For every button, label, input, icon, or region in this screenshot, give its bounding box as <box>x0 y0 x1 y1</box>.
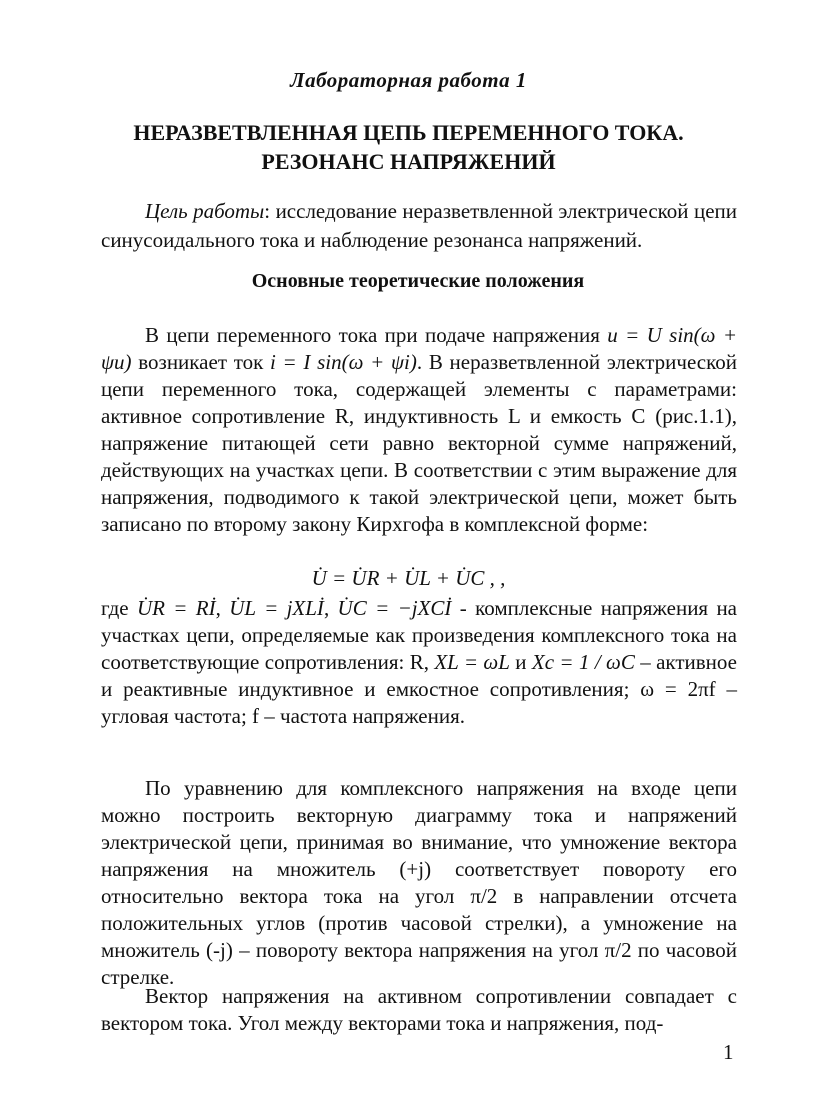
where-word: где <box>101 596 137 620</box>
para1-text-2: возникает ток <box>131 350 270 374</box>
title-line-2: РЕЗОНАНС НАПРЯЖЕНИЙ <box>261 149 556 174</box>
goal-text: : исследование неразветвленной электрической цепи синусоидального тока и наблюдение резонанса напряжений. <box>101 199 738 252</box>
formula-xl: XL = ωL <box>434 650 510 674</box>
theory-paragraph-3: По уравнению для комплексного напряжения на входе цепи можно построить векторную диаграмму тока и напряжений электрической цепи, принимая во внимание, что умножение вектора напряжения на множитель (+j) соответствует повороту его относительно вектора тока на угол π/2 в направлении отсчета положительных углов (против часовой стрелки), а умножение на множитель (-j) – повороту вектора напряжения на угол π/2 по часовой стрелке. <box>101 776 737 989</box>
formula-voltage: u = U sin(ω + ψu) <box>101 323 737 374</box>
section-heading: Основные теоретические положения <box>251 270 585 292</box>
goal-paragraph <box>101 197 737 255</box>
page-number: 1 <box>723 1040 734 1064</box>
para2-text-1: - комплексные напряжения на участках цепи, определяемые как произведения комплексного тока на соответствующие сопротивления: R, <box>101 596 738 674</box>
formula-current: i = I sin(ω + ψi) <box>270 350 417 374</box>
goal-label: Цель работы <box>145 199 265 223</box>
para2-and: и <box>509 650 527 674</box>
main-title <box>0 118 817 176</box>
formula-uc: U̇C = −jXCİ <box>337 596 452 620</box>
theory-paragraph-4: Вектор напряжения на активном сопротивлении совпадает с вектором тока. Угол между векторами тока и напряжения, под- <box>101 984 737 1035</box>
kirchhoff-equation: U̇ = U̇R + U̇L + U̇C , , <box>311 566 506 590</box>
theory-paragraph-1 <box>101 322 737 538</box>
lab-title: Лабораторная работа 1 <box>290 68 527 92</box>
formula-ul: U̇L = jXLİ <box>229 596 324 620</box>
theory-paragraph-2: где U̇R = Rİ, U̇L = jXLİ, U̇C = −jXCİ - комплексные напряжения на участках цепи, определяемые как произведения комплексного тока на соответствующие сопротивления: R, XL = ωL и Xc = 1 / ωC – активное и реактивные индуктивное и емкостное сопротивления; ω = 2πf – угловая частота; f – частота напряжения. <box>101 596 738 728</box>
para1-intro: В цепи переменного тока при подаче напряжения <box>145 323 600 347</box>
para1-body: . В неразветвленной электрической цепи переменного тока, содержащей элементы с параметрами: активное сопротивление R, индуктивность L и емкость C (рис.1.1), напряжение питающей сети равно векторной сумме напряжений, действующих на участках цепи. В соответствии с этим выражение для напряжения, подводимого к такой электрической цепи, может быть записано по второму закону Кирхгофа в комплексной форме: <box>101 350 737 536</box>
formula-ur: U̇R = Rİ <box>136 596 216 620</box>
title-line-1: НЕРАЗВЕТВЛЕННАЯ ЦЕПЬ ПЕРЕМЕННОГО ТОКА. <box>133 120 684 145</box>
para2-text-2: – активное и реактивные индуктивное и емкостное сопротивления; ω = 2πf – угловая частота; f – частота напряжения. <box>101 650 737 728</box>
formula-xc: Xc = 1 / ωC <box>531 650 635 674</box>
